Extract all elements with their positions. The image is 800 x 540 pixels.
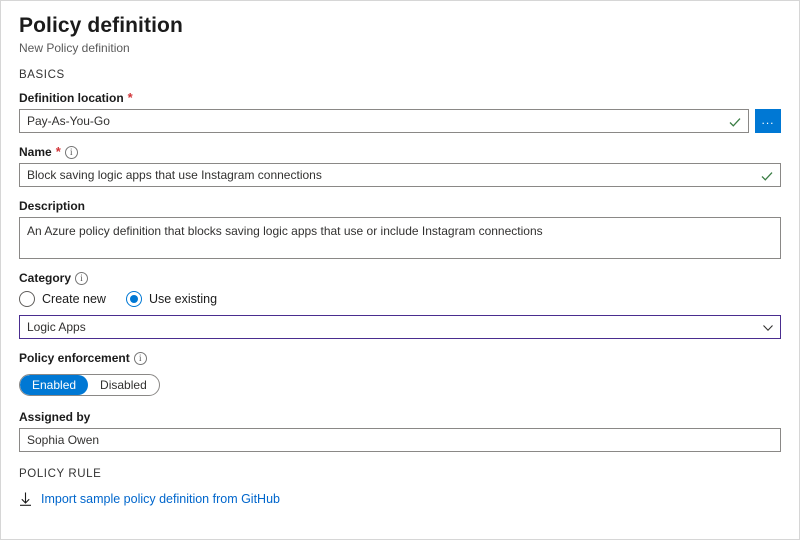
definition-location-control-row (19, 109, 781, 133)
field-description (19, 199, 781, 259)
policy-enforcement-toggle[interactable] (19, 374, 160, 396)
definition-location-value: Pay-As-You-Go (27, 114, 110, 128)
category-option-use-existing[interactable] (126, 291, 217, 307)
radio-circle-selected-icon (126, 291, 142, 307)
policy-enforcement-label: Policy enforcement (19, 351, 130, 365)
category-label-row (19, 271, 781, 285)
chevron-down-icon (762, 321, 774, 333)
category-option-use-existing-label: Use existing (148, 292, 218, 306)
definition-location-label-row (19, 91, 781, 105)
info-icon[interactable]: i (65, 146, 78, 159)
browse-definition-location-button[interactable]: ... (755, 109, 781, 133)
assigned-by-label: Assigned by (19, 410, 91, 424)
name-input[interactable] (19, 163, 781, 187)
definition-location-input[interactable] (19, 109, 749, 133)
name-control-row (19, 163, 781, 187)
name-label: Name (19, 145, 52, 159)
name-label-row (19, 145, 781, 159)
checkmark-icon (729, 115, 741, 127)
info-icon[interactable]: i (75, 272, 88, 285)
field-name (19, 145, 781, 187)
section-header-policy-rule: POLICY RULE (19, 468, 102, 480)
assigned-by-input[interactable] (19, 428, 781, 452)
category-option-create-new-label: Create new (42, 292, 106, 306)
definition-location-label: Definition location (19, 91, 124, 105)
category-dropdown[interactable] (19, 315, 781, 339)
field-policy-enforcement (19, 351, 781, 398)
category-option-create-new[interactable] (19, 291, 106, 307)
section-header-basics: BASICS (19, 69, 65, 81)
import-sample-policy-row[interactable] (19, 492, 781, 506)
description-textarea[interactable]: An Azure policy definition that blocks saving logic apps that use or include Instagram connections (19, 217, 781, 259)
description-label-row (19, 199, 781, 213)
description-label: Description (19, 199, 86, 213)
assigned-by-label-row (19, 410, 781, 424)
policy-enforcement-enabled-option[interactable]: Enabled (20, 375, 88, 395)
download-arrow-icon (19, 492, 32, 506)
field-definition-location (19, 91, 781, 133)
policy-enforcement-label-row (19, 351, 781, 365)
required-asterisk: * (127, 90, 133, 105)
page-subtitle: New Policy definition (19, 41, 130, 55)
assigned-by-value: Sophia Owen (27, 433, 100, 447)
category-radio-group (19, 291, 781, 307)
policy-enforcement-disabled-option[interactable]: Disabled (100, 378, 147, 392)
info-icon[interactable]: i (134, 352, 147, 365)
checkmark-icon (761, 169, 773, 181)
category-label: Category (19, 271, 72, 285)
category-dropdown-value: Logic Apps (27, 320, 86, 334)
page-title: Policy definition (19, 14, 183, 37)
radio-circle-icon (19, 291, 35, 307)
field-category (19, 271, 781, 339)
field-assigned-by (19, 410, 781, 452)
name-value: Block saving logic apps that use Instagram connections (27, 168, 322, 182)
import-sample-policy-link[interactable]: Import sample policy definition from GitHub (41, 492, 280, 506)
required-asterisk: * (55, 144, 61, 159)
